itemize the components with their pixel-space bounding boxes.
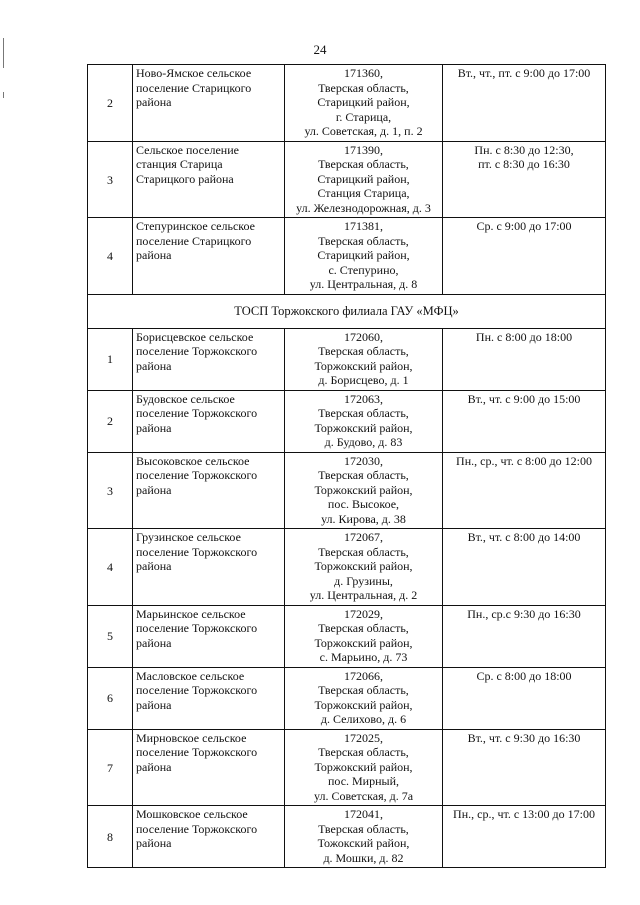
address-line: 172030, [344, 453, 383, 468]
address-line: 171360, [344, 66, 383, 80]
settlement-name-line: района [136, 697, 172, 712]
table-row [88, 218, 606, 295]
address-line: ул. Кирова, д. 38 [321, 511, 406, 526]
address-line: ул. Советская, д. 1, п. 2 [304, 124, 423, 138]
row-number: 6 [88, 667, 133, 729]
settlement-name-cell [133, 729, 285, 806]
hours-line: Пн. с 8:00 до 18:00 [475, 329, 573, 344]
address-line: Тверская область, [318, 80, 409, 95]
hours-line: Пн. с 8:30 до 12:30, [474, 142, 574, 157]
row-number: 4 [88, 529, 133, 606]
table-row [88, 667, 606, 729]
row-number: 8 [88, 806, 133, 868]
settlement-name-cell [133, 806, 285, 868]
settlement-name-line: Старицкого района [136, 171, 234, 186]
address-line: Торжокский район, [314, 635, 413, 650]
settlement-name-line: поселение Старицкого [136, 80, 252, 95]
address-line: ул. Советская, д. 7а [313, 788, 414, 803]
settlement-name-line: Мошковское сельское [136, 807, 248, 821]
settlement-name-line: Мирновское сельское [136, 730, 247, 745]
address-line: Тверская область, [318, 344, 409, 358]
address-line: Торжокский район, [314, 759, 413, 774]
settlement-name-line: Борисцевское сельское [136, 329, 254, 344]
row-number: 2 [88, 65, 133, 142]
address-line: Тверская область, [318, 233, 409, 248]
row-number: 4 [88, 218, 133, 295]
settlement-name-line: поселение Торжокского [136, 406, 258, 420]
row-number: 2 [88, 390, 133, 452]
postal-address-cell [285, 218, 443, 295]
address-line: Тверская область, [318, 406, 409, 420]
hours-line: Вт., чт. с 9:00 до 15:00 [467, 391, 581, 406]
working-hours-cell [443, 218, 606, 295]
section-title: ТОСП Торжокского филиала ГАУ «МФЦ» [88, 294, 606, 328]
row-number: 5 [88, 605, 133, 667]
settlement-name-cell [133, 65, 285, 142]
settlement-name-line: поселение Торжокского [136, 621, 258, 635]
settlement-name-line: района [136, 248, 172, 262]
table-row [88, 729, 606, 806]
address-line: 171390, [344, 142, 383, 157]
settlement-name-line: поселение Торжокского [136, 683, 258, 697]
postal-address-cell [285, 390, 443, 452]
settlement-name-line: Грузинское сельское [136, 530, 241, 544]
address-line: Тверская область, [318, 621, 409, 635]
scan-margin-mark [3, 92, 4, 98]
scan-margin-mark [3, 38, 4, 68]
settlement-name-line: района [136, 482, 172, 497]
address-line: д. Мошки, д. 82 [323, 850, 404, 865]
address-line: 171381, [344, 219, 383, 233]
address-line: ул. Центральная, д. 8 [309, 277, 418, 291]
settlement-name-cell [133, 529, 285, 606]
postal-address-cell [285, 729, 443, 806]
settlement-name-line: поселение Торжокского [136, 544, 258, 559]
address-line: Старицкий район, [317, 95, 410, 109]
address-line: 172067, [344, 530, 383, 544]
settlement-name-line: района [136, 420, 172, 435]
address-line: ул. Центральная, д. 2 [309, 588, 418, 602]
table-row [88, 529, 606, 606]
settlement-name-line: Масловское сельское [136, 668, 245, 683]
address-line: Тверская область, [318, 745, 409, 759]
settlement-name-cell [133, 390, 285, 452]
settlement-name-line: Будовское сельское [136, 391, 235, 406]
settlement-name-line: района [136, 836, 172, 850]
settlement-name-line: поселение Торжокского [136, 821, 258, 836]
hours-line: Вт., чт. с 8:00 до 14:00 [467, 530, 581, 544]
working-hours-cell [443, 667, 606, 729]
settlement-name-cell [133, 605, 285, 667]
address-line: 172060, [344, 329, 383, 344]
settlement-name-line: поселение Торжокского [136, 745, 258, 759]
address-line: д. Будово, д. 83 [324, 435, 403, 449]
address-line: 172066, [344, 668, 383, 683]
address-line: 172025, [344, 730, 383, 745]
row-number: 1 [88, 328, 133, 390]
address-line: д. Селихово, д. 6 [320, 712, 407, 726]
working-hours-cell [443, 328, 606, 390]
row-number: 3 [88, 141, 133, 218]
postal-address-cell [285, 529, 443, 606]
settlement-name-line: Степуринское сельское [136, 219, 255, 233]
settlement-name-line: поселение Старицкого [136, 233, 252, 248]
settlement-name-line: района [136, 635, 172, 650]
settlement-name-line: поселение Торжокского [136, 344, 258, 358]
address-line: д. Грузины, [334, 573, 393, 588]
table-row [88, 605, 606, 667]
table-row [88, 806, 606, 868]
address-line: Тверская область, [318, 821, 409, 836]
hours-line: Ср. с 9:00 до 17:00 [476, 219, 572, 233]
postal-address-cell [285, 65, 443, 142]
settlement-name-line: поселение Торжокского [136, 468, 258, 482]
address-line: г. Старица, [335, 109, 392, 124]
address-line: Торжокский район, [314, 482, 413, 497]
address-line: 172029, [344, 606, 383, 621]
address-line: Старицкий район, [317, 171, 410, 186]
settlement-name-line: района [136, 358, 172, 373]
address-line: Тожокский район, [317, 836, 410, 850]
settlement-name-cell [133, 141, 285, 218]
postal-address-cell [285, 452, 443, 529]
settlement-name-line: Ново-Ямское сельское [136, 66, 252, 80]
settlement-name-line: Высоковское сельское [136, 453, 250, 468]
working-hours-cell [443, 452, 606, 529]
settlement-name-cell [133, 667, 285, 729]
address-line: Тверская область, [318, 468, 409, 482]
address-line: Торжокский район, [314, 358, 413, 373]
address-line: с. Степурино, [328, 262, 399, 277]
office-schedule-table [87, 64, 606, 868]
working-hours-cell [443, 605, 606, 667]
working-hours-cell [443, 141, 606, 218]
hours-line: Пн., ср., чт. с 8:00 до 12:00 [456, 453, 592, 468]
section-header-row [88, 294, 606, 328]
hours-line: Вт., чт. с 9:30 до 16:30 [467, 730, 581, 745]
settlement-name-line: района [136, 559, 172, 573]
table-row [88, 452, 606, 529]
working-hours-cell [443, 729, 606, 806]
address-line: Старицкий район, [317, 248, 410, 262]
hours-line: Пн., ср., чт. с 13:00 до 17:00 [453, 807, 595, 821]
address-line: д. Борисцево, д. 1 [318, 373, 409, 387]
address-line: Тверская область, [318, 544, 409, 559]
row-number: 3 [88, 452, 133, 529]
address-line: Торжокский район, [314, 559, 413, 573]
address-line: с. Марьино, д. 73 [319, 650, 408, 664]
address-line: пос. Мирный, [327, 774, 400, 788]
hours-line: пт. с 8:30 до 16:30 [478, 157, 570, 171]
postal-address-cell [285, 806, 443, 868]
working-hours-cell [443, 806, 606, 868]
row-number: 7 [88, 729, 133, 806]
address-line: 172063, [344, 391, 383, 406]
address-line: Тверская область, [318, 683, 409, 697]
hours-line: Вт., чт., пт. с 9:00 до 17:00 [457, 66, 591, 80]
address-line: пос. Высокое, [327, 497, 400, 511]
settlement-name-cell [133, 218, 285, 295]
postal-address-cell [285, 328, 443, 390]
settlement-name-line: района [136, 95, 172, 109]
hours-line: Ср. с 8:00 до 18:00 [476, 668, 572, 683]
postal-address-cell [285, 605, 443, 667]
table-row [88, 141, 606, 218]
address-line: Торжокский район, [314, 697, 413, 712]
table-row [88, 390, 606, 452]
page-number: 24 [313, 42, 327, 57]
postal-address-cell [285, 667, 443, 729]
table-row [88, 328, 606, 390]
settlement-name-line: Марьинское сельское [136, 606, 246, 621]
working-hours-cell [443, 65, 606, 142]
address-line: Станция Старица, [317, 186, 410, 200]
table-body [88, 65, 606, 868]
address-line: Тверская область, [318, 157, 409, 171]
address-line: Торжокский район, [314, 420, 413, 435]
address-line: 172041, [344, 807, 383, 821]
settlement-name-line: Сельское поселение [136, 142, 239, 157]
settlement-name-cell [133, 328, 285, 390]
settlement-name-line: станция Старица [136, 157, 223, 171]
settlement-name-line: района [136, 759, 172, 774]
working-hours-cell [443, 529, 606, 606]
address-line: ул. Железнодорожная, д. 3 [296, 200, 431, 215]
table-row [88, 65, 606, 142]
hours-line: Пн., ср.с 9:30 до 16:30 [467, 606, 581, 621]
postal-address-cell [285, 141, 443, 218]
working-hours-cell [443, 390, 606, 452]
settlement-name-cell [133, 452, 285, 529]
